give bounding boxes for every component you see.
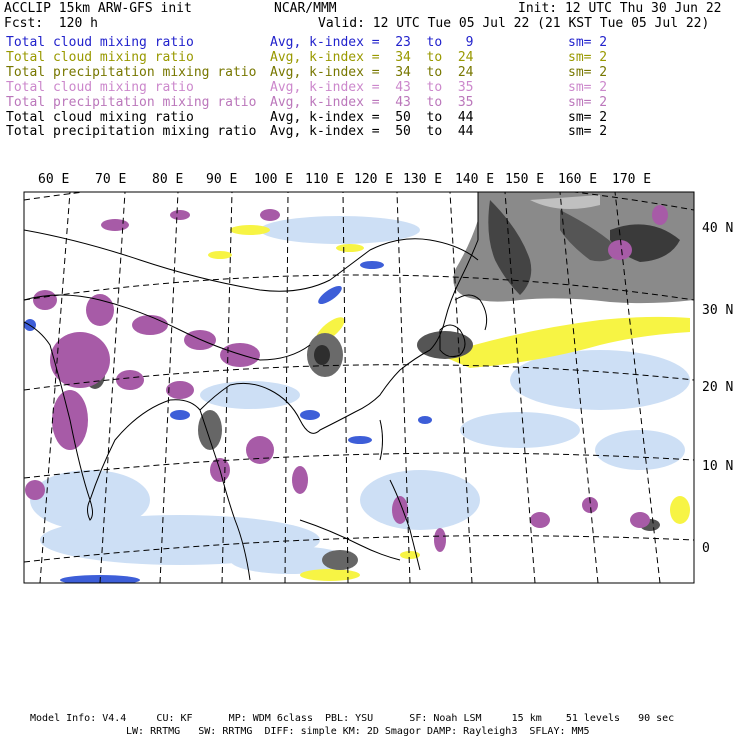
field-avg: Avg, k-index = 50 to 44: [270, 109, 474, 125]
longitude-label: 100 E: [254, 172, 294, 187]
org-label: NCAR/MMM: [274, 1, 337, 16]
field-sm: sm= 2: [568, 94, 608, 110]
forecast-hour: Fcst: 120 h: [4, 16, 98, 31]
longitude-label: 60 E: [38, 172, 70, 187]
longitude-label: 90 E: [206, 172, 238, 187]
model-info-line1: Model Info: V4.4 CU: KF MP: WDM 6class PBL: YSU SF: Noah LSM 15 km 51 levels 90 sec: [30, 713, 675, 724]
latitude-label: 10 N: [702, 459, 734, 474]
field-name: Total cloud mixing ratio: [6, 49, 194, 65]
field-name: Total cloud mixing ratio: [6, 109, 194, 125]
longitude-label: 120 E: [354, 172, 394, 187]
longitude-label: 110 E: [305, 172, 345, 187]
model-title: ACCLIP 15km ARW-GFS init: [4, 1, 192, 16]
latitude-label: 20 N: [702, 380, 734, 395]
longitude-label: 80 E: [152, 172, 184, 187]
longitude-label: 70 E: [95, 172, 127, 187]
latitude-label: 0: [702, 541, 710, 556]
latitude-label: 30 N: [702, 303, 734, 318]
field-avg: Avg, k-index = 43 to 35: [270, 94, 474, 110]
field-name: Total precipitation mixing ratio: [6, 94, 257, 110]
field-sm: sm= 2: [568, 49, 608, 65]
field-avg: Avg, k-index = 23 to 9: [270, 35, 474, 50]
field-avg: Avg, k-index = 34 to 24: [270, 64, 474, 80]
longitude-label: 170 E: [612, 172, 652, 187]
longitude-label: 140 E: [455, 172, 495, 187]
field-sm: sm= 2: [568, 35, 608, 50]
longitude-label: 160 E: [558, 172, 598, 187]
field-sm: sm= 2: [568, 79, 608, 95]
field-sm: sm= 2: [568, 124, 608, 140]
field-avg: Avg, k-index = 34 to 24: [270, 49, 474, 65]
field-avg: Avg, k-index = 50 to 44: [270, 124, 474, 140]
longitude-label: 130 E: [403, 172, 443, 187]
field-avg: Avg, k-index = 43 to 35: [270, 79, 474, 95]
field-name: Total precipitation mixing ratio: [6, 124, 257, 140]
field-name: Total cloud mixing ratio: [6, 79, 194, 95]
field-sm: sm= 2: [568, 109, 608, 125]
valid-time: Valid: 12 UTC Tue 05 Jul 22 (21 KST Tue 05 Jul 22): [318, 16, 710, 31]
latitude-label: 40 N: [702, 221, 734, 236]
field-name: Total cloud mixing ratio: [6, 35, 194, 50]
init-time: Init: 12 UTC Thu 30 Jun 22: [518, 1, 722, 16]
longitude-label: 150 E: [505, 172, 545, 187]
model-info-line2: LW: RRTMG SW: RRTMG DIFF: simple KM: 2D Smagor DAMP: Rayleigh3 SFLAY: MM5: [126, 726, 590, 737]
field-name: Total precipitation mixing ratio: [6, 64, 257, 80]
field-sm: sm= 2: [568, 64, 608, 80]
